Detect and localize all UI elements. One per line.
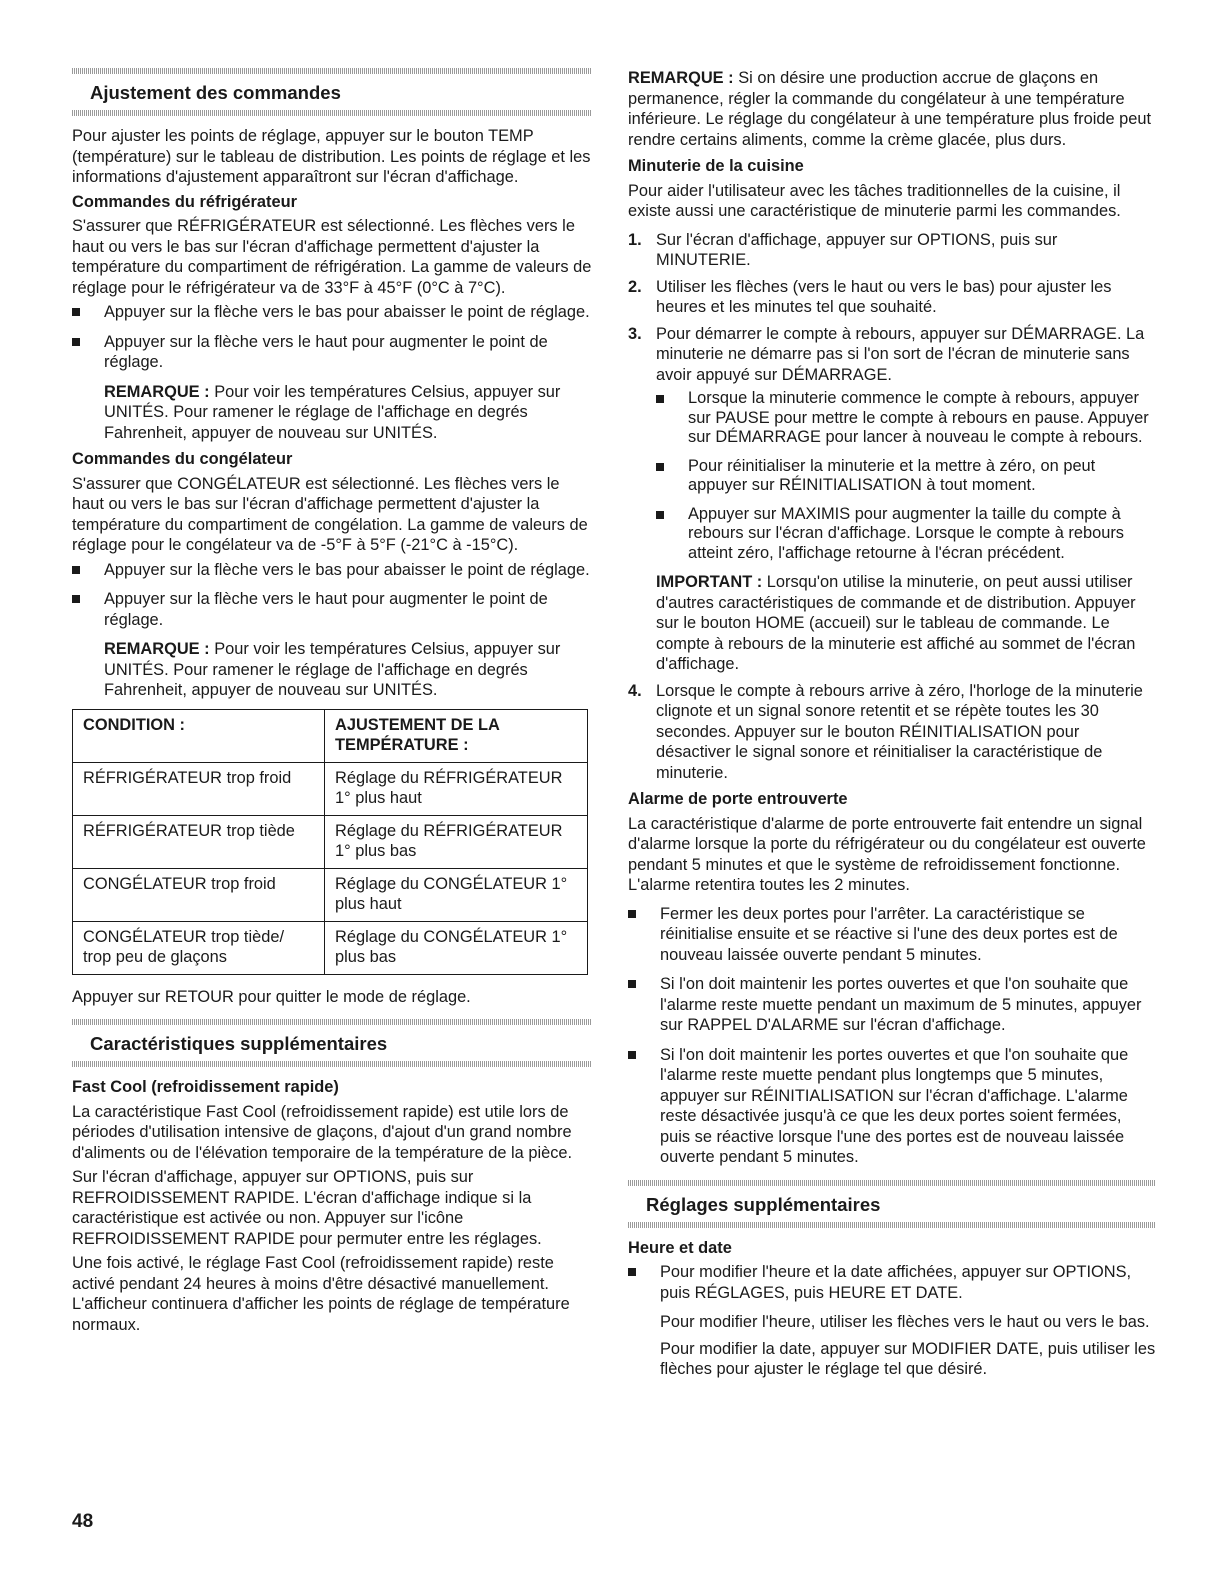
heure-bullets [628, 1262, 1156, 1303]
table-row [73, 868, 588, 921]
heading-refrigerateur: Commandes du réfrigérateur [72, 192, 297, 211]
table-cell-ajustement: Réglage du RÉFRIGÉRATEUR 1° plus bas [325, 815, 588, 868]
heure-paragraph: Pour modifier l'heure, utiliser les flèches vers le haut ou vers le bas. [660, 1313, 1150, 1331]
retour-text: Appuyer sur RETOUR pour quitter le mode de réglage. [72, 987, 471, 1006]
table-row [73, 762, 588, 815]
heading-heure-date: Heure et date [628, 1238, 732, 1257]
heading-alarme: Alarme de porte entrouverte [628, 790, 848, 808]
bullet-text: Pour réinitialiser la minuterie et la mettre à zéro, on peut appuyer sur RÉINITIALISATION à tout moment. [688, 456, 1096, 494]
fast-cool-paragraph: Sur l'écran d'affichage, appuyer sur OPTIONS, puis sur REFROIDISSEMENT RAPIDE. L'écran d'affichage indique si la caractéristique est activée ou non. Appuyer sur l'icône REFROIDISSEMENT RAPIDE pour permuter entre les réglages. [72, 1168, 542, 1248]
list-item [656, 457, 1156, 496]
list-item [628, 230, 1156, 271]
list-item [656, 389, 1156, 448]
list-item: Si l'on doit maintenir les portes ouvertes et que l'on souhaite que l'alarme reste muette pendant un maximum de 5 minutes, appuyer sur RAPPEL D'ALARME sur l'écran d'affichage. [628, 974, 1156, 1036]
section-title-reglages: Réglages supplémentaires [646, 1193, 881, 1215]
note-label: REMARQUE : [628, 69, 734, 87]
bullet-text: Appuyer sur MAXIMIS pour augmenter la taille du compte à rebours sur l'écran d'affichage. Lorsque le compte à rebours atteint zéro, l'affichage retourne à l'écran précédent. [688, 504, 1125, 562]
remarque-glacons [628, 68, 1156, 150]
fast-cool-paragraph: La caractéristique Fast Cool (refroidissement rapide) est utile lors de périodes d'utilisation intensive de glaçons, d'ajout d'un grand nombre d'aliments ou de l'élévation temporaire de la température de la pièce. [72, 1102, 573, 1162]
heading-minuterie: Minuterie de la cuisine [628, 157, 804, 175]
table-cell-ajustement: Réglage du CONGÉLATEUR 1° plus haut [325, 868, 588, 921]
note-label: REMARQUE : [104, 382, 210, 401]
heading-fast-cool: Fast Cool (refroidissement rapide) [72, 1078, 339, 1096]
list-item: Appuyer sur la flèche vers le haut pour augmenter le point de réglage. [72, 589, 592, 630]
adjustment-table [72, 709, 588, 975]
step-number: 4. [628, 681, 642, 700]
table-header-condition: CONDITION : [73, 709, 325, 762]
date-paragraph: Pour modifier la date, appuyer sur MODIFIER DATE, puis utiliser les flèches pour ajuster le réglage tel que désiré. [660, 1339, 1156, 1378]
important-text: Lorsqu'on utilise la minuterie, on peut aussi utiliser d'autres caractéristiques de commande et de distribution. Appuyer sur le bouton HOME (accueil) sur le tableau de commande. Le compte à rebours de la minuterie est affiché au sommet de l'écran d'affichage. [656, 573, 1136, 673]
table-header-row [73, 709, 588, 762]
fast-cool-paragraph: Une fois activé, le réglage Fast Cool (refroidissement rapide) reste activé pendant 24 heures à moins d'être désactivé manuellement. L'afficheur continuera d'afficher les points de réglage de température normaux. [72, 1254, 570, 1334]
alarme-bullets [628, 904, 1156, 1168]
note-text: Pour voir les températures Celsius, appuyer sur UNITÉS. Pour ramener le réglage de l'affichage en degrés Fahrenheit, appuyer de nouveau sur UNITÉS. [104, 382, 561, 442]
ajustement-intro: Pour ajuster les points de réglage, appuyer sur le bouton TEMP (température) sur le tableau de distribution. Les points de réglage et les informations d'ajustement apparaîtront sur l'écran d'affichage. [72, 127, 591, 186]
minuterie-intro: Pour aider l'utilisateur avec les tâches traditionnelles de la cuisine, il existe aussi une caractéristique de minuterie parmi les commandes. [628, 181, 1121, 220]
left-column [72, 68, 592, 1339]
section-title-ajustement: Ajustement des commandes [90, 82, 341, 103]
bullet-text: Lorsque la minuterie commence le compte à rebours, appuyer sur PAUSE pour mettre le compte à rebours en pause. Appuyer sur DÉMARRAGE pour lancer à nouveau le compte à rebours. [688, 389, 1149, 446]
table-cell-condition: CONGÉLATEUR trop froid [73, 868, 325, 921]
table-row [73, 921, 588, 974]
note-label: REMARQUE : [104, 640, 210, 658]
step-number: 2. [628, 277, 642, 296]
list-item [628, 277, 1156, 318]
step-text: Lorsque le compte à rebours arrive à zéro, l'horloge de la minuterie clignote et un signal sonore retentit et se répète toutes les 30 secondes. Appuyer sur le bouton RÉINITIALISATION pour désactiver le signal sonore et réinitialiser la caractéristique de minuterie. [656, 681, 1143, 782]
note-text: Si on désire une production accrue de glaçons en permanence, régler la commande du congélateur à une température inférieure. Le réglage du congélateur à une température plus froide peut rendre certains aliments, comme la crème glacée, plus durs. [628, 69, 1152, 149]
step-text: Utiliser les flèches (vers le haut ou vers le bas) pour ajuster les heures et les minutes tel que souhaité. [656, 277, 1112, 316]
table-cell-ajustement: Réglage du RÉFRIGÉRATEUR 1° plus haut [325, 762, 588, 815]
step-number: 3. [628, 324, 642, 343]
table-row [73, 815, 588, 868]
table-cell-condition: RÉFRIGÉRATEUR trop froid [73, 762, 325, 815]
refrigerateur-bullets [72, 302, 592, 373]
right-column [628, 68, 1156, 1386]
list-item [628, 681, 1156, 784]
step-number: 1. [628, 230, 642, 249]
section-rule [72, 110, 592, 116]
list-item [628, 324, 1156, 675]
congelateur-text: S'assurer que CONGÉLATEUR est sélectionné. Les flèches vers le haut ou vers le bas sur l'écran d'affichage permettent d'ajuster la température du compartiment de congélation. La gamme de valeurs de réglage pour le congélateur va de -5°F à 5°F (-21°C à -15°C). [72, 474, 588, 554]
section-rule [72, 1061, 592, 1067]
note-text: Pour voir les températures Celsius, appuyer sur UNITÉS. Pour ramener le réglage de l'affichage en degrés Fahrenheit, appuyer de nouveau sur UNITÉS. [104, 640, 561, 699]
heading-congelateur: Commandes du congélateur [72, 450, 293, 468]
congelateur-note [72, 639, 592, 701]
minuterie-steps [628, 230, 1156, 784]
alarme-text: La caractéristique d'alarme de porte entrouverte fait entendre un signal d'alarme lorsque la porte du réfrigérateur ou du congélateur est ouverte pendant 5 minutes et que le système de refroidissement fonctionne. L'alarme retentira toutes les 2 minutes. [628, 814, 1146, 894]
list-item: Appuyer sur la flèche vers le haut pour augmenter le point de réglage. [72, 332, 592, 373]
refrigerateur-note [72, 382, 592, 444]
important-note [656, 572, 1156, 675]
list-item: Appuyer sur la flèche vers le bas pour abaisser le point de réglage. [72, 302, 592, 323]
step3-bullets [656, 389, 1156, 563]
step-text: Pour démarrer le compte à rebours, appuyer sur DÉMARRAGE. La minuterie ne démarre pas si l'on sort de l'écran de minuterie sans avoir appuyé sur DÉMARRAGE. [656, 324, 1145, 384]
list-item: Fermer les deux portes pour l'arrêter. La caractéristique se réinitialise ensuite et se réactive si l'une des deux portes est de nouveau laissée ouverte pendant 5 minutes. [628, 904, 1156, 966]
table-cell-ajustement: Réglage du CONGÉLATEUR 1° plus bas [325, 921, 588, 974]
page-number: 48 [72, 1511, 94, 1532]
important-label: IMPORTANT : [656, 573, 763, 591]
table-cell-condition: CONGÉLATEUR trop tiède/ trop peu de glaçons [73, 921, 325, 974]
table-header-ajustement: AJUSTEMENT DE LA TEMPÉRATURE : [325, 709, 588, 762]
congelateur-bullets [72, 560, 592, 631]
list-item: Appuyer sur la flèche vers le bas pour abaisser le point de réglage. [72, 560, 592, 581]
refrigerateur-text: S'assurer que RÉFRIGÉRATEUR est sélectionné. Les flèches vers le haut ou vers le bas sur l'écran d'affichage permettent d'ajuster la température du compartiment de réfrigération. La gamme de valeurs de réglage pour le réfrigérateur va de 33°F à 45°F (0°C à 7°C). [72, 217, 592, 297]
list-item: Pour modifier l'heure et la date affichées, appuyer sur OPTIONS, puis RÉGLAGES, puis HEURE ET DATE. [628, 1262, 1156, 1303]
list-item [656, 505, 1156, 564]
table-cell-condition: RÉFRIGÉRATEUR trop tiède [73, 815, 325, 868]
list-item: Si l'on doit maintenir les portes ouvertes et que l'on souhaite que l'alarme reste muette pendant plus longtemps que 5 minutes, appuyer sur RÉINITIALISATION sur l'écran d'affichage. L'alarme reste désactivée jusqu'à ce que les deux portes soient fermées, puis se réactive lorsque l'une des portes est de nouveau laissée ouverte pendant 5 minutes. [628, 1045, 1156, 1168]
step-text: Sur l'écran d'affichage, appuyer sur OPTIONS, puis sur MINUTERIE. [656, 230, 1058, 269]
section-title-caracteristiques: Caractéristiques supplémentaires [90, 1033, 388, 1054]
section-rule [628, 1222, 1156, 1228]
